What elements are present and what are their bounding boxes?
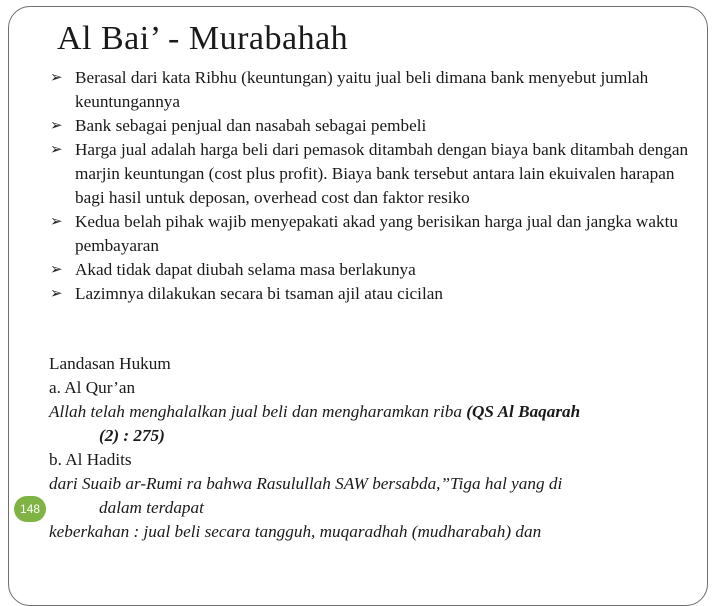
quran-quote <box>49 400 689 424</box>
arrow-bullet-icon: ➢ <box>50 70 63 86</box>
slide-title: Al Bai’ - Murabahah <box>57 20 349 57</box>
page-number-badge: 148 <box>14 496 46 522</box>
quran-reference-cont: (2) : 275) <box>99 426 165 445</box>
bullet-text: Harga jual adalah harga beli dari pemasok ditambah dengan biaya bank ditambah dengan marjin keuntungan (cost plus profit). Biaya bank tersebut antara lain ekuivalen harapan bagi hasil untuk deposan, overhead cost dan faktor resiko <box>75 140 689 207</box>
bullet-item <box>50 138 690 210</box>
quran-reference: (QS Al Baqarah <box>466 402 581 421</box>
arrow-bullet-icon: ➢ <box>50 214 63 230</box>
bullet-text: Bank sebagai penjual dan nasabah sebagai pembeli <box>75 116 427 135</box>
bullet-item <box>50 282 690 306</box>
arrow-bullet-icon: ➢ <box>50 262 63 278</box>
hadits-line-2: dalam terdapat <box>99 498 204 517</box>
hadits-label: b. Al Hadits <box>49 450 132 469</box>
bullet-text: Akad tidak dapat diubah selama masa berlakunya <box>75 260 416 279</box>
legal-heading: Landasan Hukum <box>49 354 171 373</box>
bullet-item <box>50 210 690 258</box>
bullet-item <box>50 66 690 114</box>
hadits-line-3: keberkahan : jual beli secara tangguh, muqaradhah (mudharabah) dan <box>49 522 542 541</box>
arrow-bullet-icon: ➢ <box>50 142 63 158</box>
quran-label: a. Al Qur’an <box>49 378 136 397</box>
quran-text: Allah telah menghalalkan jual beli dan mengharamkan riba <box>49 402 467 421</box>
bullet-text: Berasal dari kata Ribhu (keuntungan) yaitu jual beli dimana bank menyebut jumlah keuntungannya <box>75 68 649 111</box>
arrow-bullet-icon: ➢ <box>50 118 63 134</box>
bullet-text: Lazimnya dilakukan secara bi tsaman ajil atau cicilan <box>75 284 443 303</box>
bullet-text: Kedua belah pihak wajib menyepakati akad yang berisikan harga jual dan jangka waktu pembayaran <box>75 212 678 255</box>
arrow-bullet-icon: ➢ <box>50 286 63 302</box>
bullet-item <box>50 258 690 282</box>
legal-basis-section <box>49 352 689 544</box>
bullet-item <box>50 114 690 138</box>
hadits-line-1: dari Suaib ar-Rumi ra bahwa Rasulullah SAW bersabda,”Tiga hal yang di <box>49 474 563 493</box>
bullet-list <box>50 66 690 306</box>
